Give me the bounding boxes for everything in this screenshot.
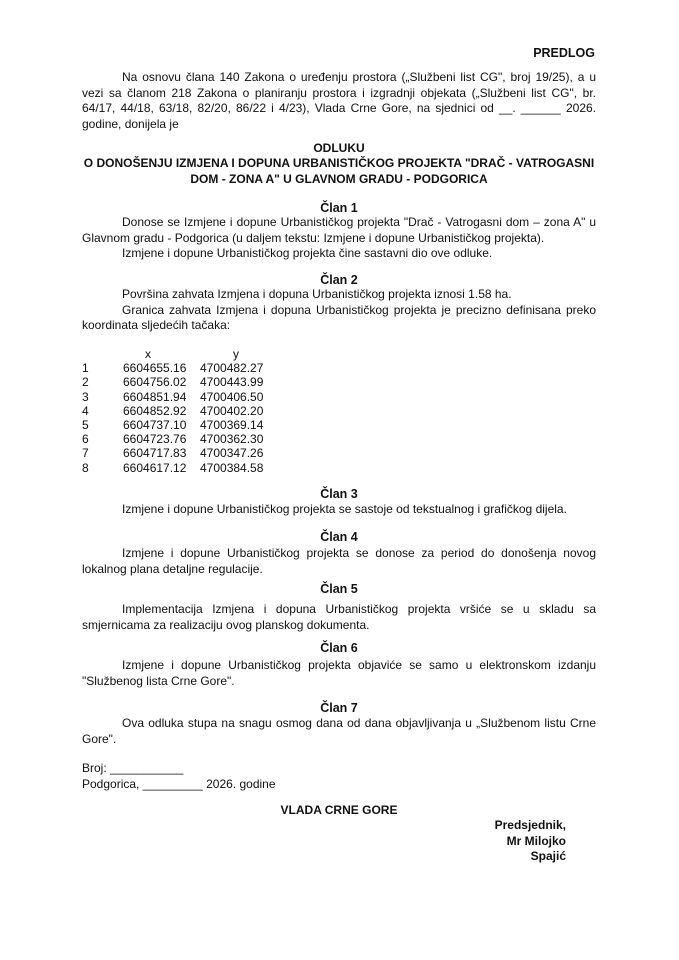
- broj-line: Broj: ___________: [82, 761, 184, 775]
- clan-3-heading: Član 3: [320, 487, 358, 501]
- intro-paragraph: Na osnovu člana 140 Zakona o uređenju prostora („Službeni list CG", broj 19/25), a u vezi sa članom 218 Zakona o planiranju prostora i izgradnji objekata („Službeni list CG", br. 64/17, 44/18, 63/18, 82/20, 86/22 i 4/23), Vlada Crne Gore, na sjednici od __. ______ 2026. godine, donijela je: [82, 70, 596, 131]
- clan-2-p2: Granica zahvata Izmjena i dopuna Urbanističkog projekta je precizno definisana preko koordinata sljedećih tačaka:: [82, 302, 596, 332]
- clan-6-body: [82, 658, 596, 689]
- clan-6-p1: Izmjene i dopune Urbanističkog projekta objaviće se samo u elektronskom izdanju "Službenog lista Crne Gore".: [82, 658, 596, 688]
- clan-2-p1: Površina zahvata Izmjena i dopuna Urbanističkog projekta iznosi 1.58 ha.: [122, 287, 512, 301]
- government-name: VLADA CRNE GORE: [280, 803, 398, 817]
- clan-4-heading: Član 4: [320, 530, 358, 544]
- predlog-label: PREDLOG: [533, 46, 595, 60]
- president-title: Predsjednik,: [494, 818, 566, 832]
- clan-7-heading: Član 7: [320, 701, 358, 715]
- clan-1-heading: Član 1: [320, 201, 358, 215]
- clan-7-p1: Ova odluka stupa na snagu osmog dana od dana objavljivanja u „Službenom listu Crne Gore".: [82, 716, 596, 746]
- coordinate-row: 6 6604723.76 4700362.30: [82, 432, 264, 447]
- clan-1-p1: Donose se Izmjene i dopune Urbanističkog projekta "Drač - Vatrogasni dom – zona A" u Glavnom gradu - Podgorica (u daljem tekstu: Izmjene i dopune Urbanističkog projekta).: [82, 215, 596, 245]
- document-title: ODLUKU: [313, 141, 365, 155]
- clan-5-heading: Član 5: [320, 582, 358, 596]
- signature-block: [82, 761, 276, 792]
- col-x-header: x: [145, 347, 151, 361]
- clan-4-body: [82, 546, 596, 577]
- clan-5-body: [82, 602, 596, 633]
- clan-1-p2: Izmjene i dopune Urbanističkog projekta čine sastavni dio ove odluke.: [122, 246, 493, 260]
- clan-2-body: [82, 287, 596, 334]
- coordinate-row: 8 6604617.12 4700384.58: [82, 460, 264, 475]
- clan-5-p1: Implementacija Izmjena i dopuna Urbanističkog projekta vršiće se u skladu sa smjernicama za realizaciju ovog planskog dokumenta.: [82, 602, 596, 632]
- president-name: Mr Milojko Spajić: [506, 833, 566, 863]
- coordinate-row: 1 6604655.16 4700482.27: [82, 361, 264, 376]
- clan-3-p1: Izmjene i dopune Urbanističkog projekta se sastoje od tekstualnog i grafičkog dijela.: [122, 502, 567, 516]
- col-y-header: y: [233, 347, 239, 361]
- clan-3-body: [82, 502, 596, 518]
- clan-6-heading: Član 6: [320, 641, 358, 655]
- place-date-line: Podgorica, _________ 2026. godine: [82, 776, 276, 791]
- coordinate-row: 3 6604851.94 4700406.50: [82, 389, 264, 404]
- clan-4-p1: Izmjene i dopune Urbanističkog projekta se donose za period do donošenja novog lokalnog plana detaljne regulacije.: [82, 546, 596, 576]
- clan-1-body: [82, 215, 596, 262]
- coordinate-row: 4 6604852.92 4700402.20: [82, 403, 264, 418]
- coordinates-table: [82, 347, 342, 475]
- president-block: [480, 818, 566, 865]
- coordinate-row: 7 6604717.83 4700347.26: [82, 446, 264, 461]
- clan-7-body: [82, 716, 596, 747]
- coordinates-header: [82, 347, 342, 361]
- clan-2-heading: Član 2: [320, 273, 358, 287]
- document-subtitle: O DONOŠENJU IZMJENA I DOPUNA URBANISTIČKOG PROJEKTA "DRAČ - VATROGASNI DOM - ZONA A" U GLAVNOM GRADU - PODGORICA: [83, 156, 595, 186]
- coordinate-row: 2 6604756.02 4700443.99: [82, 375, 264, 390]
- coordinate-row: 5 6604737.10 4700369.14: [82, 417, 264, 432]
